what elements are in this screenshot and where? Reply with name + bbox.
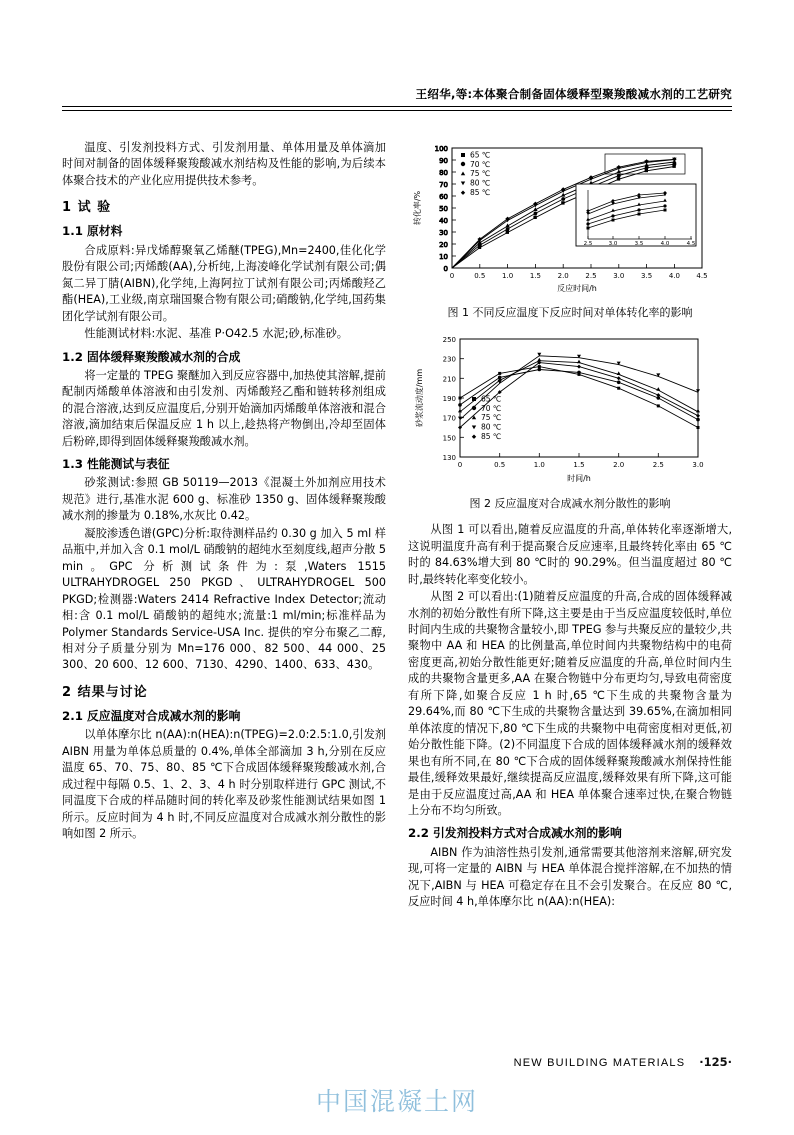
svg-text:10: 10: [439, 253, 448, 261]
paragraph-1-1-2: 性能测试材料:水泥、基准 P·O42.5 水泥;砂,标准砂。: [84, 327, 348, 341]
section-2-1-title: 2.1 反应温度对合成减水剂的影响: [62, 708, 241, 723]
svg-text:85 ℃: 85 ℃: [481, 432, 502, 442]
svg-text:75 ℃: 75 ℃: [470, 169, 491, 178]
footer: [62, 1055, 732, 1069]
svg-text:4.0: 4.0: [668, 272, 680, 280]
svg-text:70 ℃: 70 ℃: [470, 160, 491, 169]
svg-text:60: 60: [439, 193, 448, 201]
svg-text:3.5: 3.5: [641, 272, 653, 280]
svg-text:4.0: 4.0: [660, 241, 670, 247]
section-1-1-title: 1.1 原材料: [62, 224, 123, 239]
header-rule-thick: [62, 106, 732, 107]
svg-text:1.5: 1.5: [573, 461, 585, 470]
watermark: 中国混凝土网: [315, 1087, 478, 1116]
svg-text:2.5: 2.5: [585, 272, 597, 280]
svg-text:190: 190: [442, 395, 456, 404]
svg-text:80: 80: [439, 169, 448, 177]
figure-2-caption: 图 2 反应温度对合成减水剂分散性的影响: [469, 497, 671, 511]
figure-1-chart: [408, 140, 732, 300]
running-head: 王绍华,等:本体聚合制备固体缓释型聚羧酸减水剂的工艺研究: [415, 87, 732, 101]
svg-text:70 ℃: 70 ℃: [481, 404, 502, 414]
fig1-legend: [461, 151, 491, 198]
svg-text:0: 0: [457, 461, 463, 470]
svg-text:2.0: 2.0: [557, 272, 569, 280]
svg-text:65 ℃: 65 ℃: [470, 150, 491, 160]
section-1-title: 1 试 验: [62, 200, 112, 216]
svg-text:0.5: 0.5: [494, 461, 506, 470]
intro-paragraph: 温度、引发剂投料方式、引发剂用量、单体用量及单体滴加时间对制备的固体缓释聚羧酸减水剂结构及性能的影响,为后续本体聚合技术的产业化应用提供技术参考。: [62, 141, 386, 187]
fig2-ylabel: 砂浆流动度/mm: [415, 369, 424, 428]
section-2-title: 2 结果与讨论: [62, 684, 148, 700]
svg-text:4.5: 4.5: [696, 272, 708, 280]
svg-text:70: 70: [439, 181, 448, 189]
svg-text:1.0: 1.0: [533, 461, 545, 470]
svg-text:2.5: 2.5: [652, 461, 664, 470]
figure-2-chart: [408, 331, 732, 491]
svg-text:80 ℃: 80 ℃: [481, 422, 502, 432]
svg-text:230: 230: [442, 355, 456, 364]
svg-text:85 ℃: 85 ℃: [470, 188, 491, 197]
paragraph-r-1: 从图 1 可以看出,随着反应温度的升高,单体转化率逐渐增大,这说明温度升高有利于提高聚合反应速率,且最终转化率由 65 ℃时的 84.63%增大到 80 ℃时的 90.29%。但当温度超过 80 ℃时,最终转化率变化较小。: [408, 523, 732, 586]
paragraph-2-1-1: 以单体摩尔比 n(AA):n(HEA):n(TPEG)=2.0:2.5:1.0,引发剂 AIBN 用量为单体总质量的 0.4%,单体全部滴加 3 h,分别在反应温度 65、70、75、80、85 ℃下合成固体缓释聚羧酸减水剂,合成过程中每隔 0.5、1、2、3、4 h 时分别取样进行 GPC 测试,不同温度下合成的样品随时间的转化率及砂浆性能测试结果如图 1 所示。反应时间为 4 h 时,不同反应温度对合成减水剂分散性的影响如图 2 所示。: [62, 728, 386, 841]
fig1-ylabel: 转化率/%: [413, 190, 422, 226]
journal-name: NEW BUILDING MATERIALS: [513, 1057, 686, 1069]
svg-text:3.0: 3.0: [608, 241, 618, 247]
section-2-2-title: 2.2 引发剂投料方式对合成减水剂的影响: [408, 826, 622, 841]
svg-text:80 ℃: 80 ℃: [470, 178, 491, 188]
svg-text:1.0: 1.0: [502, 272, 514, 280]
paragraph-1-1-1: 合成原料:异戊烯醇聚氧乙烯醚(TPEG),Mn=2400,佳化化学股份有限公司;丙烯酸(AA),分析纯,上海凌峰化学试剂有限公司;偶氮二异丁腈(AIBN),化学纯,上海阿拉丁试剂有限公司;丙烯酸羟乙酯(HEA),工业级,南京瑞国聚合物有限公司;硝酸钠,化学纯,国药集团化学试剂有限公司。: [62, 243, 386, 323]
svg-text:130: 130: [442, 454, 456, 463]
svg-text:0: 0: [443, 265, 448, 273]
svg-text:150: 150: [442, 434, 456, 443]
fig2-legend: [472, 395, 502, 442]
paragraph-r-2: 从图 2 可以看出:(1)随着反应温度的升高,合成的固体缓释减水剂的初始分散性有所下降,这主要是由于当反应温度较低时,单位时间内生成的共聚物含量较小,即 TPEG 参与共聚反应的量较少,共聚物中 AA 和 HEA 的比例量高,单位时间内共聚物结构中的电荷密度更高,初始分散性能更好;随着反应温度的升高,单位时间内生成的共聚物含量更多,AA 在聚合物链中分布更均匀,导致电荷密度有所下降,如聚合反应 1 h 时,65 ℃下生成的共聚物含量为 29.64%,而 80 ℃下生成的共聚物含量达到 39.65%,在滴加相同单体浓度的情况下,80 ℃下生成的共聚物中电荷密度相对更低,初始分散性能下降。(2)不同温度下合成的固体缓释减水剂的缓释效果也有所不同,在 80 ℃下合成的固体缓释聚羧酸减水剂保持性能最佳,缓释效果最好,继续提高反应温度,缓释效果有所下降,这可能是由于反应温度过高,AA 和 HEA 单体聚合速率过快,在聚合物链上分布不均匀所致。: [408, 590, 732, 818]
paragraph-1-3-1: 砂浆测试:参照 GB 50119—2013《混凝土外加剂应用技术规范》进行,基准水泥 600 g、标准砂 1350 g、固体缓释聚羧酸减水剂的掺量为 0.18%,水灰比 0.42。: [62, 476, 386, 523]
svg-text:170: 170: [442, 414, 456, 423]
svg-text:90: 90: [439, 157, 448, 165]
section-1-2-title: 1.2 固体缓释聚羧酸减水剂的合成: [62, 349, 241, 364]
svg-text:50: 50: [439, 205, 448, 213]
svg-text:210: 210: [442, 375, 456, 384]
svg-text:0: 0: [449, 272, 455, 280]
right-column: [408, 140, 732, 912]
svg-text:30: 30: [439, 229, 448, 237]
left-column: [62, 140, 386, 843]
svg-text:20: 20: [439, 241, 448, 249]
svg-text:3.5: 3.5: [634, 241, 644, 247]
figure-2: [408, 331, 732, 512]
figure-1-caption: 图 1 不同反应温度下反应时间对单体转化率的影响: [447, 306, 693, 319]
svg-text:75 ℃: 75 ℃: [481, 413, 502, 423]
svg-text:65 ℃: 65 ℃: [481, 394, 502, 404]
page-number: ·125·: [699, 1055, 732, 1069]
section-1-3-title: 1.3 性能测试与表征: [62, 457, 170, 472]
conversion-rate-chart: [408, 140, 732, 300]
figure-1: [408, 140, 732, 321]
svg-text:2.0: 2.0: [613, 461, 625, 470]
svg-text:3.0: 3.0: [692, 461, 704, 470]
svg-text:4.5: 4.5: [686, 241, 696, 247]
svg-text:1.5: 1.5: [529, 272, 541, 280]
fig2-xlabel: 时间/h: [567, 474, 591, 484]
svg-text:100: 100: [434, 145, 448, 153]
svg-text:250: 250: [442, 336, 456, 345]
paragraph-1-3-2: 凝胶渗透色谱(GPC)分析:取待测样品约 0.30 g 加入 5 ml 样品瓶中,并加入含 0.1 mol/L 硝酸钠的超纯水至刻度线,超声分散 5 min。GPC 分析测试条件为:泵,Waters 1515 ULTRAHYDROGEL 250 PKGD、ULTRAHYDROGEL 500 PKGD;检测器:Waters 2414 Refractive Index Detector;流动相:含 0.1 mol/L 硝酸钠的超纯水;流量:1 ml/min;标准样品为 Polymer Standards Service-USA Inc. 提供的窄分布聚乙二醇,相对分子质量分别为 Mn=176 000、82 500、44 000、25 300、20 600、12 600、7130、4290、1400、633、430。: [62, 526, 386, 672]
paragraph-r-3: AIBN 作为油溶性热引发剂,通常需要其他溶剂来溶解,研究发现,可将一定量的 AIBN 与 HEA 单体混合搅拌溶解,在不加热的情况下,AIBN 与 HEA 可稳定存在且不会引发聚合。在反应 80 ℃,反应时间 4 h,单体摩尔比 n(AA):n(HEA):: [408, 845, 732, 909]
fig1-xlabel: 反应时间/h: [557, 284, 597, 293]
svg-text:3.0: 3.0: [613, 272, 625, 280]
svg-text:2.5: 2.5: [583, 241, 593, 247]
mortar-flow-chart: [408, 331, 732, 491]
svg-text:40: 40: [439, 217, 448, 225]
paragraph-1-2-1: 将一定量的 TPEG 聚醚加入到反应容器中,加热使其溶解,提前配制丙烯酸单体溶液和由引发剂、丙烯酸羟乙酯和链转移剂组成的混合溶液,达到反应温度后,分别开始滴加丙烯酸单体溶液和混合溶液,滴加结束后保温反应 1 h 以上,趁热将产物倒出,冷却至固体后粉碎,即得到固体缓释聚羧酸减水剂。: [62, 368, 386, 448]
svg-text:0.5: 0.5: [474, 272, 486, 280]
header-rule-thin: [62, 110, 732, 111]
